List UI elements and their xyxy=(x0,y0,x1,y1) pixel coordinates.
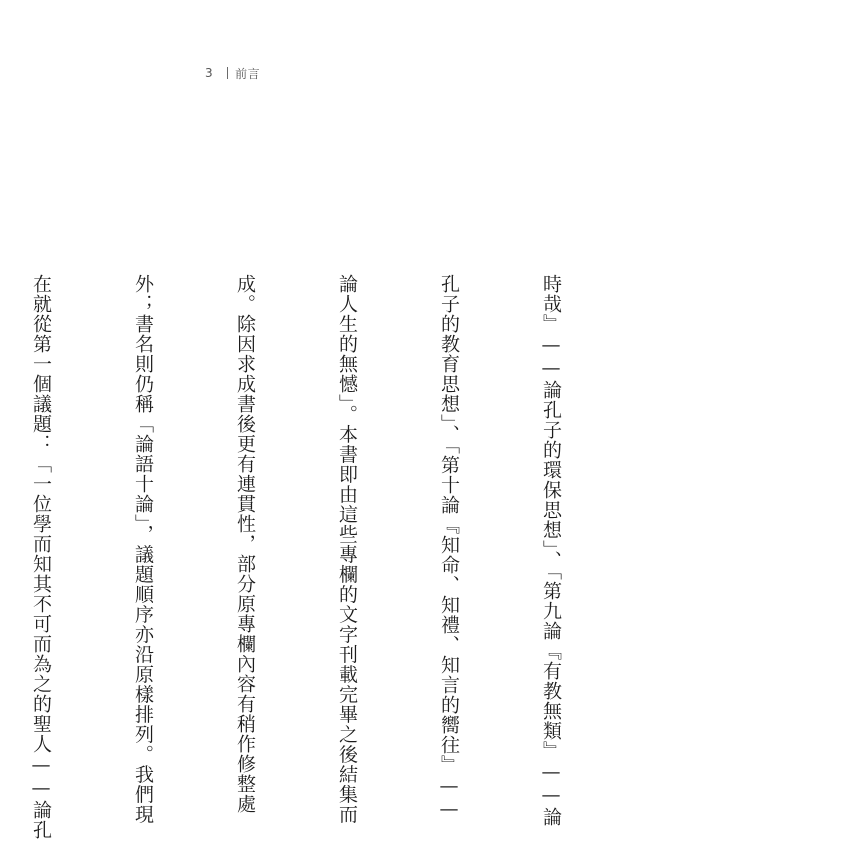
text-line-4: 成。除因求成書後更有連貫性，部分原專欄內容有稍作修整處 xyxy=(234,274,256,814)
text-line-6: 在就從第一個議題：「一位學而知其不可而為之的聖人——論孔 xyxy=(30,274,52,840)
text-line-3: 論人生的無憾」。本書即由這些專欄的文字刊載完畢之後結集而 xyxy=(336,274,358,825)
text-line-2: 孔子的教育思想」、「第十論『知命、知禮、知言的嚮往』—— xyxy=(438,274,460,821)
text-line-1: 時哉』——論孔子的環保思想」、「第九論『有教無類』——論 xyxy=(540,274,562,827)
running-head xyxy=(205,64,260,82)
page-number: 3 xyxy=(205,66,214,80)
body-text xyxy=(0,274,636,840)
section-title: 前言 xyxy=(235,66,261,81)
text-line-5: 外；書名則仍稱「論語十論」，議題順序亦沿原樣排列。我們現 xyxy=(132,274,154,825)
header-divider xyxy=(227,67,228,79)
